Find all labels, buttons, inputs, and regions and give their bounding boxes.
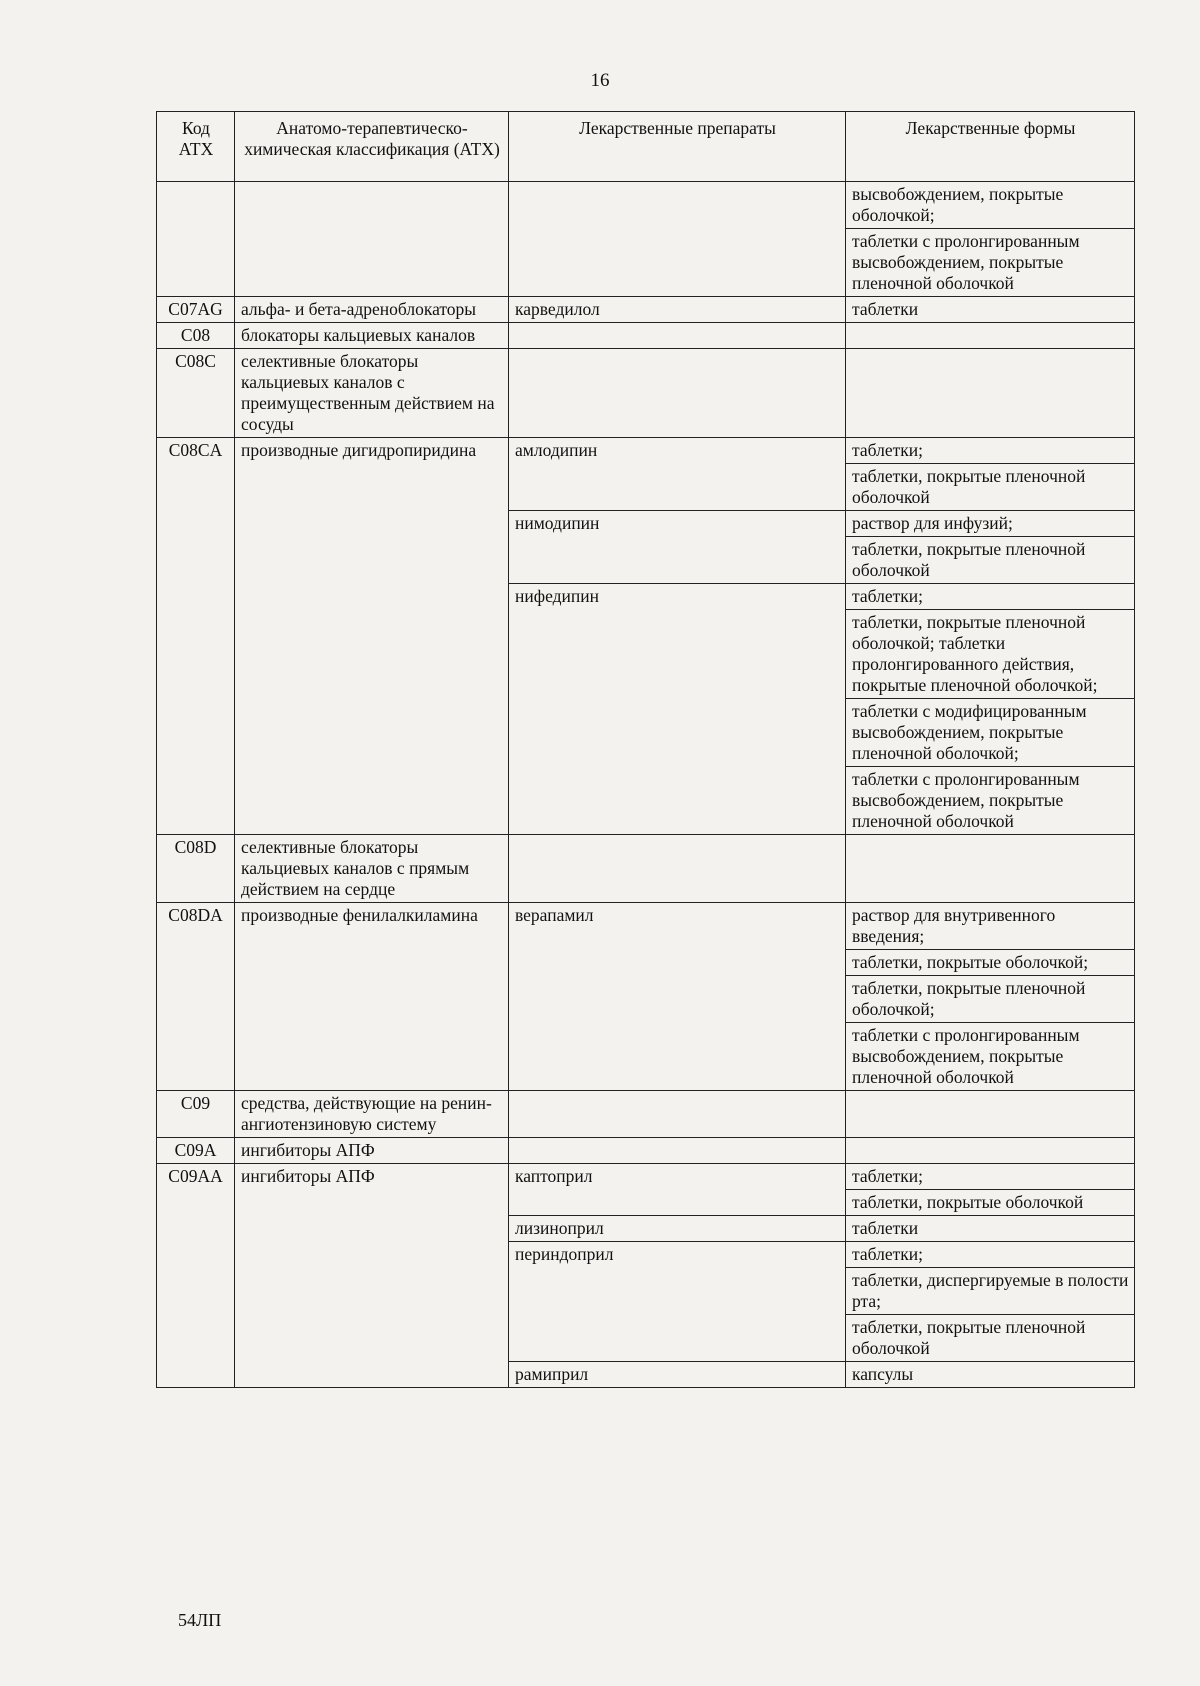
form-item: таблетки, покрытые пленочной оболочкой;	[846, 976, 1134, 1023]
forms-cell	[846, 1242, 1135, 1362]
form-item: раствор для внутривенного введения;	[846, 903, 1134, 950]
form-item: высвобождением, покрытые оболочкой;	[846, 182, 1134, 229]
forms-cell	[846, 438, 1135, 511]
drug-cell	[509, 1138, 846, 1164]
atc-cell: производные фенилалкиламина	[235, 903, 509, 1091]
forms-cell	[846, 1091, 1135, 1138]
drug-cell: нифедипин	[509, 584, 846, 835]
forms-cell	[846, 1216, 1135, 1242]
drug-cell: нимодипин	[509, 511, 846, 584]
atc-cell: средства, действующие на ренин-ангиотензиновую систему	[235, 1091, 509, 1138]
table-row	[157, 349, 1135, 438]
header-atc: Анатомо-терапевтическо-химическая классификация (АТХ)	[235, 112, 509, 182]
code-cell: C08	[157, 323, 235, 349]
drug-cell: карведилол	[509, 297, 846, 323]
footer-mark: 54ЛП	[178, 1610, 222, 1630]
code-cell: C07AG	[157, 297, 235, 323]
form-item: капсулы	[852, 1364, 914, 1384]
forms-cell	[846, 297, 1135, 323]
header-forms: Лекарственные формы	[846, 112, 1135, 182]
table-row	[157, 835, 1135, 903]
table-header-row	[157, 112, 1135, 182]
forms-cell	[846, 1164, 1135, 1216]
atc-cell: селективные блокаторы кальциевых каналов с преимущественным действием на сосуды	[235, 349, 509, 438]
code-cell: C08C	[157, 349, 235, 438]
form-item: таблетки, диспергируемые в полости рта;	[846, 1268, 1134, 1315]
form-item: таблетки	[852, 1218, 919, 1238]
drug-cell	[509, 1091, 846, 1138]
atc-cell: блокаторы кальциевых каналов	[235, 323, 509, 349]
atc-cell: селективные блокаторы кальциевых каналов с прямым действием на сердце	[235, 835, 509, 903]
drug-cell	[509, 182, 846, 297]
table-row	[157, 438, 1135, 511]
form-item: таблетки с пролонгированным высвобождением, покрытые пленочной оболочкой	[852, 231, 1080, 293]
header-drugs: Лекарственные препараты	[509, 112, 846, 182]
form-item: таблетки, покрытые пленочной оболочкой	[852, 1317, 1086, 1358]
code-cell: C08CA	[157, 438, 235, 835]
drug-cell	[509, 349, 846, 438]
form-item: раствор для инфузий;	[846, 511, 1134, 537]
forms-cell	[846, 1138, 1135, 1164]
form-item: таблетки с пролонгированным высвобождением, покрытые пленочной оболочкой	[852, 1025, 1080, 1087]
forms-cell	[846, 323, 1135, 349]
form-item: таблетки, покрытые оболочкой;	[846, 950, 1134, 976]
table-row	[157, 1164, 1135, 1216]
form-item: таблетки;	[846, 1164, 1134, 1190]
atc-table-container	[156, 111, 1134, 1388]
page-number: 16	[590, 70, 610, 91]
forms-cell	[846, 349, 1135, 438]
atc-cell: альфа- и бета-адреноблокаторы	[235, 297, 509, 323]
atc-table	[156, 111, 1135, 1388]
table-row	[157, 323, 1135, 349]
form-item: таблетки;	[846, 1242, 1134, 1268]
drug-cell	[509, 323, 846, 349]
form-item: таблетки;	[846, 438, 1134, 464]
drug-cell: периндоприл	[509, 1242, 846, 1362]
forms-cell	[846, 835, 1135, 903]
atc-cell: производные дигидропиридина	[235, 438, 509, 835]
form-item: таблетки, покрытые пленочной оболочкой; таблетки пролонгированного действия, покрытые пленочной оболочкой;	[846, 610, 1134, 699]
drug-cell: амлодипин	[509, 438, 846, 511]
form-item: таблетки;	[846, 584, 1134, 610]
drug-cell: каптоприл	[509, 1164, 846, 1216]
table-row	[157, 1091, 1135, 1138]
table-row	[157, 182, 1135, 297]
code-cell: C08DA	[157, 903, 235, 1091]
form-item: таблетки с модифицированным высвобождением, покрытые пленочной оболочкой;	[846, 699, 1134, 767]
header-code: Код АТХ	[157, 112, 235, 182]
table-row	[157, 903, 1135, 1091]
drug-cell	[509, 835, 846, 903]
forms-cell	[846, 584, 1135, 835]
drug-cell: рамиприл	[509, 1362, 846, 1388]
form-item: таблетки, покрытые пленочной оболочкой	[852, 539, 1086, 580]
form-item: таблетки, покрытые оболочкой	[852, 1192, 1084, 1212]
atc-cell	[235, 182, 509, 297]
table-row	[157, 1138, 1135, 1164]
form-item: таблетки, покрытые пленочной оболочкой	[852, 466, 1086, 507]
forms-cell	[846, 1362, 1135, 1388]
form-item: таблетки с пролонгированным высвобождением, покрытые пленочной оболочкой	[852, 769, 1080, 831]
forms-cell	[846, 903, 1135, 1091]
drug-cell: лизиноприл	[509, 1216, 846, 1242]
form-item: таблетки	[852, 299, 919, 319]
forms-cell	[846, 182, 1135, 297]
code-cell: C09	[157, 1091, 235, 1138]
forms-cell	[846, 511, 1135, 584]
atc-cell: ингибиторы АПФ	[235, 1138, 509, 1164]
drug-cell: верапамил	[509, 903, 846, 1091]
code-cell: C09A	[157, 1138, 235, 1164]
code-cell	[157, 182, 235, 297]
code-cell: C09AA	[157, 1164, 235, 1388]
atc-cell: ингибиторы АПФ	[235, 1164, 509, 1388]
code-cell: C08D	[157, 835, 235, 903]
table-row	[157, 297, 1135, 323]
